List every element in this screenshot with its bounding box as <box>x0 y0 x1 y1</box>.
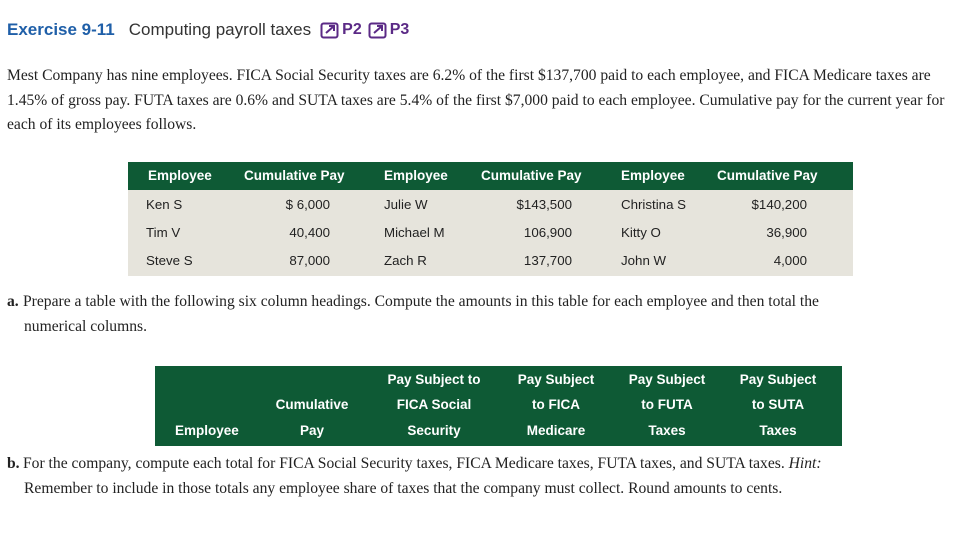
table-cell: Steve S <box>146 253 193 268</box>
hint-label: Hint: <box>788 455 822 472</box>
table-cell: Michael M <box>384 225 445 240</box>
heading-cumulative-pay-line-2: Cumulative <box>275 397 349 412</box>
employees-table <box>128 162 853 276</box>
table-cell: Julie W <box>384 197 428 212</box>
question-b-line-1 <box>7 451 969 476</box>
table-cell: 87,000 <box>289 253 330 268</box>
header-cumulative-pay-2: Cumulative Pay <box>481 168 582 183</box>
exercise-title: Computing payroll taxes <box>128 20 312 39</box>
table-cell: Christina S <box>621 197 687 212</box>
ref-label: P2 <box>342 21 362 38</box>
heading-cumulative-pay-line-3: Pay <box>299 423 325 438</box>
heading-fica-ss-line-1: Pay Subject to <box>387 372 481 387</box>
heading-employee: Employee <box>175 423 239 438</box>
heading-fica-medicare-line-3: Medicare <box>526 423 586 438</box>
table-cell: 106,900 <box>523 225 572 240</box>
heading-futa-line-1: Pay Subject <box>628 372 706 387</box>
table-cell: Tim V <box>146 225 181 240</box>
ref-label: P3 <box>389 21 410 38</box>
heading-fica-ss-line-2: FICA Social <box>396 397 472 412</box>
heading-fica-medicare-line-1: Pay Subject <box>517 372 595 387</box>
question-b-text: For the company, compute each total for FICA Social Security taxes, FICA Medicare taxes, FUTA taxes, and SUTA taxes. <box>23 455 785 472</box>
employees-table-body <box>128 190 853 276</box>
table-cell: 137,700 <box>523 253 572 268</box>
exercise-number: Exercise 9-11 <box>7 20 115 39</box>
table-cell: $ 6,000 <box>285 197 330 212</box>
header-cumulative-pay-3: Cumulative Pay <box>717 168 818 183</box>
question-a-text: Prepare a table with the following six column headings. Compute the amounts in this table for each employee and then total the <box>23 293 819 310</box>
table-cell: $143,500 <box>516 197 572 212</box>
table-cell: 40,400 <box>289 225 330 240</box>
question-b-line-2: Remember to include in those totals any employee share of taxes that the company must collect. Round amounts to cents. <box>24 480 783 497</box>
heading-fica-medicare-line-2: to FICA <box>532 397 580 412</box>
learning-objective-link-p3[interactable] <box>368 21 410 40</box>
table-cell: Kitty O <box>621 225 661 240</box>
header-employee-3: Employee <box>621 168 685 183</box>
external-link-icon <box>320 21 340 40</box>
question-a-line-1 <box>7 289 969 314</box>
header-employee-2: Employee <box>384 168 448 183</box>
question-a <box>7 289 969 339</box>
table-cell: Ken S <box>146 197 183 212</box>
question-b <box>7 451 969 501</box>
heading-futa-line-3: Taxes <box>648 423 686 438</box>
exercise-header <box>7 16 409 44</box>
question-a-label: a. <box>7 293 19 310</box>
heading-suta-line-3: Taxes <box>759 423 797 438</box>
header-employee-1: Employee <box>148 168 212 183</box>
column-headings-table <box>155 366 842 446</box>
learning-objective-link-p2[interactable] <box>320 21 362 40</box>
header-cumulative-pay-1: Cumulative Pay <box>244 168 345 183</box>
external-link-icon <box>368 21 388 40</box>
question-a-line-2: numerical columns. <box>24 318 147 335</box>
heading-fica-ss-line-3: Security <box>407 423 461 438</box>
intro-paragraph: Mest Company has nine employees. FICA Social Security taxes are 6.2% of the first $137,700 paid to each employee, and FICA Medicare taxes are 1.45% of gross pay. FUTA taxes are 0.6% and SUTA taxes are 5.4% of the first $7,000 paid to each employee. Cumulative pay for the current year for each of its employees follows. <box>7 67 945 133</box>
table-cell: 36,900 <box>766 225 807 240</box>
heading-suta-line-2: to SUTA <box>751 397 805 412</box>
employees-table-header <box>128 162 853 190</box>
heading-suta-line-1: Pay Subject <box>739 372 817 387</box>
table-cell: Zach R <box>384 253 427 268</box>
table-cell: $140,200 <box>751 197 807 212</box>
table-cell: 4,000 <box>773 253 807 268</box>
question-b-label: b. <box>7 455 20 472</box>
table-cell: John W <box>621 253 667 268</box>
heading-futa-line-2: to FUTA <box>641 397 693 412</box>
